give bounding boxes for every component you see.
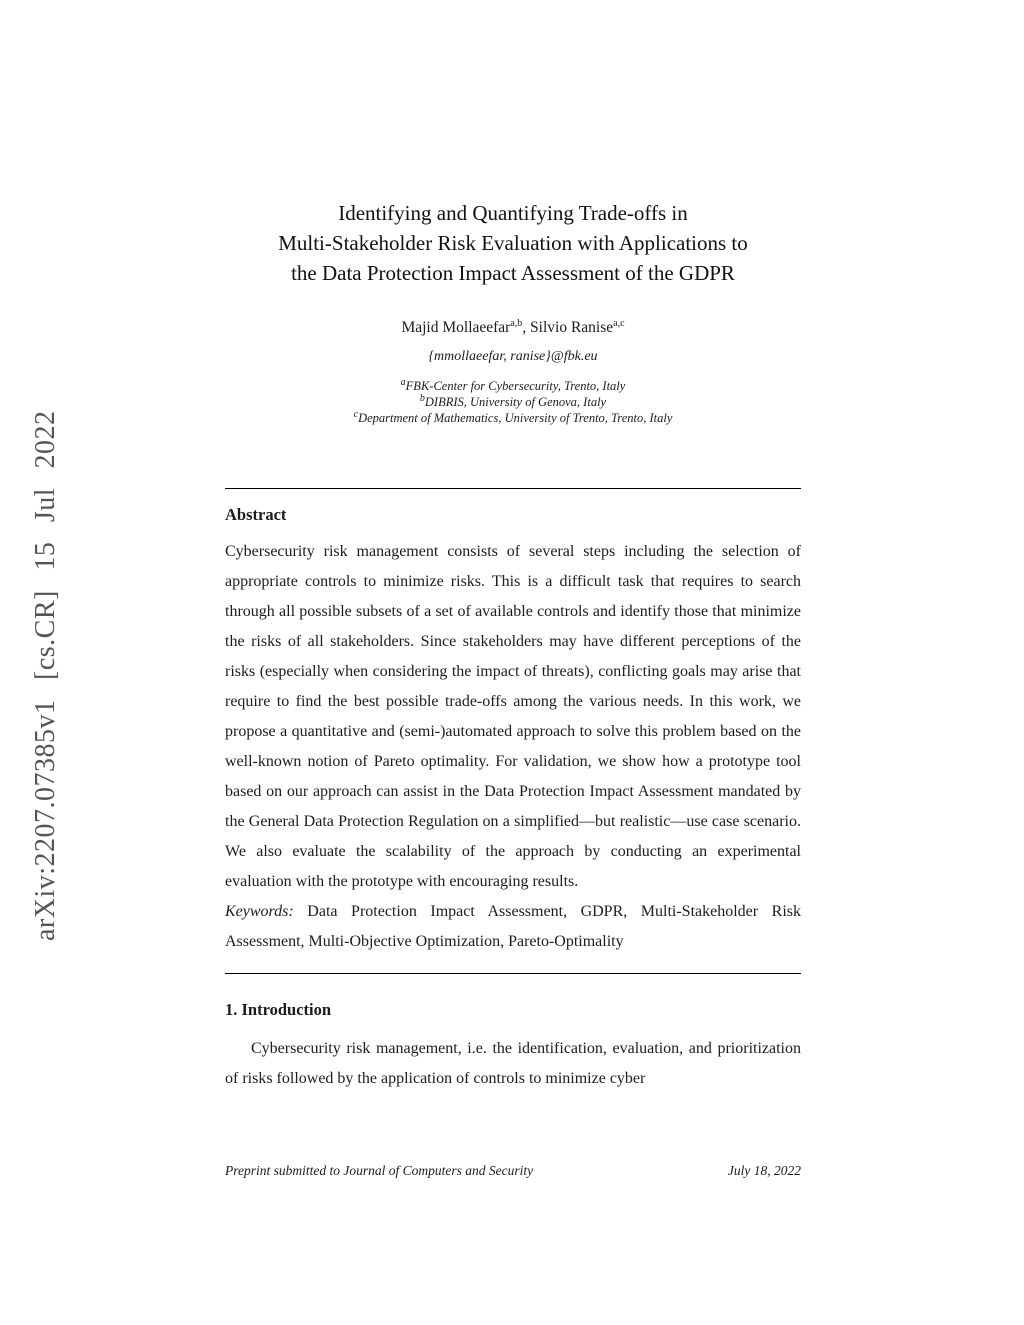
affiliation-line (225, 394, 801, 410)
author-affiliation-marker: a,c (613, 317, 625, 329)
affiliation-line (225, 378, 801, 394)
author-name: Silvio Ranise (530, 319, 614, 336)
affiliation-marker: a (400, 376, 406, 388)
keywords-text: Data Protection Impact Assessment, GDPR, Multi-Stakeholder Risk Assessment, Multi-Objective Optimization, Pareto-Optimality (225, 903, 802, 950)
author-line (225, 318, 801, 338)
author-affiliation-marker: a,b (510, 317, 523, 329)
paper-title-line-1: Identifying and Quantifying Trade-offs in (338, 201, 688, 225)
paper-title-line-2: Multi-Stakeholder Risk Evaluation with Applications to (278, 231, 748, 255)
paper-page (225, 0, 801, 1094)
paper-title (225, 198, 801, 288)
abstract-heading: Abstract (225, 505, 287, 524)
page-footer (225, 1162, 801, 1179)
author-separator: , (522, 319, 531, 336)
affiliation-line (225, 410, 801, 426)
author-name: Majid Mollaeefar (401, 319, 511, 336)
abstract-body: Cybersecurity risk management consists of several steps including the selection of appropriate controls to minimize risks. This is a difficult task that requires to search through all possible subsets of a set of available controls and identify those that minimize the risks of all stakeholders. Since stakeholders may have different perceptions of the risks (especially when considering the impact of threats), conflicting goals may arise that require to find the best possible trade-offs among the various needs. In this work, we propose a quantitative and (semi-)automated approach to solve this problem based on the well-known notion of Pareto optimality. For validation, we show how a prototype tool based on our approach can assist in the Data Protection Impact Assessment mandated by the General Data Protection Regulation on a simplified—but realistic—use case scenario. We also evaluate the scalability of the approach by conducting an experimental evaluation with the prototype with encouraging results. (225, 543, 801, 890)
author-email: {mmollaeefar, ranise}@fbk.eu (428, 349, 598, 364)
affiliation-text: FBK-Center for Cybersecurity, Trento, Italy (405, 379, 626, 393)
footer-submission-note: Preprint submitted to Journal of Computers and Security (225, 1163, 534, 1178)
affiliation-marker: b (419, 392, 425, 404)
affiliation-text: Department of Mathematics, University of Trento, Trento, Italy (358, 411, 673, 425)
affiliation-text: DIBRIS, University of Genova, Italy (424, 395, 607, 409)
affiliation-marker: c (353, 408, 359, 420)
arxiv-watermark: arXiv:2207.07385v1 [cs.CR] 15 Jul 2022 (30, 410, 61, 941)
abstract-bottom-rule (225, 973, 801, 974)
abstract-top-rule (225, 488, 801, 489)
introduction-paragraph: Cybersecurity risk management, i.e. the identification, evaluation, and prioritization of risks followed by the application of controls to minimize cyber (225, 1040, 801, 1087)
keywords-label: Keywords: (225, 903, 294, 920)
paper-title-line-3: the Data Protection Impact Assessment of the GDPR (291, 261, 735, 285)
section-heading-introduction: 1. Introduction (225, 1000, 332, 1019)
footer-date: July 18, 2022 (727, 1163, 801, 1178)
keywords-line (225, 897, 801, 957)
affiliations (225, 378, 801, 426)
